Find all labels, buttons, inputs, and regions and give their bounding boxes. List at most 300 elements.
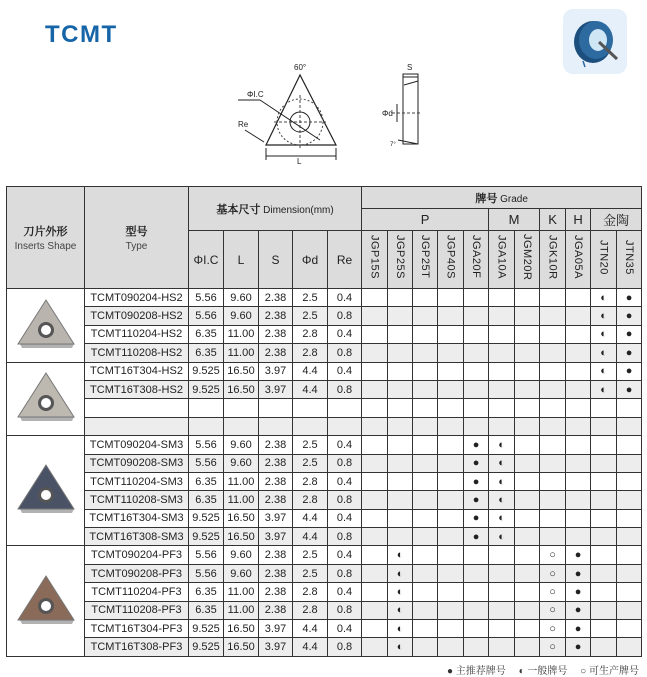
grade-mark-cell <box>362 307 388 325</box>
dim-cell-re: 0.4 <box>328 325 362 343</box>
grade-mark-cell <box>438 638 464 656</box>
grade-mark-cell <box>540 491 566 509</box>
ic-label: ΦI.C <box>247 90 264 99</box>
grade-mark-cell <box>438 307 464 325</box>
dim-cell-d <box>293 417 328 435</box>
type-cell: TCMT110208-HS2 <box>85 344 189 362</box>
dim-cell-s: 3.97 <box>259 509 293 527</box>
grade-mark-cell <box>388 399 413 417</box>
grade-mark-cell <box>438 454 464 472</box>
dim-cell-s: 2.38 <box>259 472 293 490</box>
grade-mark-cell: ◐ <box>591 362 617 380</box>
grade-mark-cell: ● <box>566 601 591 619</box>
grade-mark-cell <box>591 583 617 601</box>
grade-mark-cell <box>489 620 515 638</box>
dim-cell-d: 2.8 <box>293 491 328 509</box>
grade-mark-cell: ◐ <box>388 620 413 638</box>
grade-mark-cell <box>362 638 388 656</box>
grade-mark-cell <box>388 417 413 435</box>
table-row <box>7 362 642 380</box>
grade-mark-cell <box>566 454 591 472</box>
grade-mark-cell <box>438 417 464 435</box>
dim-cell-ic: 6.35 <box>189 491 224 509</box>
grade-mark-cell <box>540 528 566 546</box>
grade-mark-cell <box>591 638 617 656</box>
grade-mark-cell: ● <box>566 564 591 582</box>
grade-mark-cell <box>540 289 566 307</box>
dim-cell-l: 11.00 <box>224 491 259 509</box>
grade-mark-cell <box>617 620 642 638</box>
grade-mark-cell <box>591 417 617 435</box>
grade-mark-cell <box>413 546 438 564</box>
dim-cell-ic <box>189 417 224 435</box>
table-row <box>7 380 642 398</box>
type-cell: TCMT16T304-HS2 <box>85 362 189 380</box>
grade-mark-cell <box>617 638 642 656</box>
insert-shape-image <box>7 546 85 656</box>
dim-cell-re: 0.4 <box>328 546 362 564</box>
grade-group-2: K <box>540 209 566 231</box>
dim-col-header: Φd <box>293 231 328 289</box>
grade-mark-cell: ● <box>617 344 642 362</box>
grade-mark-cell <box>617 509 642 527</box>
grade-mark-cell <box>540 325 566 343</box>
grade-mark-cell <box>413 454 438 472</box>
dim-cell-ic: 6.35 <box>189 325 224 343</box>
grade-mark-cell <box>515 546 540 564</box>
grade-group-3: H <box>566 209 591 231</box>
grade-group-4: 金陶 <box>591 209 642 231</box>
dim-cell-re: 0.4 <box>328 620 362 638</box>
dim-cell-l <box>224 399 259 417</box>
grade-mark-cell <box>438 528 464 546</box>
grade-mark-cell <box>540 454 566 472</box>
grade-mark-cell <box>388 307 413 325</box>
grade-mark-cell: ● <box>464 528 489 546</box>
grade-mark-cell <box>388 380 413 398</box>
grade-mark-cell <box>617 472 642 490</box>
dim-cell-re: 0.8 <box>328 528 362 546</box>
grade-mark-cell <box>413 601 438 619</box>
grade-mark-cell <box>617 436 642 454</box>
grade-col-header: JTN20 <box>591 231 617 289</box>
dim-cell-ic: 5.56 <box>189 454 224 472</box>
grade-mark-cell <box>362 399 388 417</box>
type-cell <box>85 399 189 417</box>
re-label: Re <box>238 120 249 129</box>
grade-mark-cell: ○ <box>540 564 566 582</box>
type-cell: TCMT090204-SM3 <box>85 436 189 454</box>
grade-mark-cell <box>413 528 438 546</box>
grade-mark-cell <box>617 417 642 435</box>
grade-mark-cell <box>489 307 515 325</box>
dim-cell-ic: 9.525 <box>189 638 224 656</box>
dim-cell-re <box>328 399 362 417</box>
grade-mark-cell: ○ <box>540 620 566 638</box>
grade-mark-cell <box>413 638 438 656</box>
grade-mark-cell <box>566 528 591 546</box>
grade-mark-cell <box>362 509 388 527</box>
grade-mark-cell <box>438 436 464 454</box>
grade-mark-cell <box>515 638 540 656</box>
grade-mark-cell: ○ <box>540 601 566 619</box>
grade-mark-cell <box>362 546 388 564</box>
table-row <box>7 509 642 527</box>
dim-cell-ic: 6.35 <box>189 583 224 601</box>
grade-mark-cell <box>566 362 591 380</box>
grade-mark-cell <box>464 307 489 325</box>
dim-cell-d: 2.5 <box>293 307 328 325</box>
type-cell: TCMT16T304-SM3 <box>85 509 189 527</box>
grade-mark-cell: ● <box>464 509 489 527</box>
table-row <box>7 601 642 619</box>
grade-col-header: JGA05A <box>566 231 591 289</box>
dim-cell-l: 9.60 <box>224 546 259 564</box>
grade-mark-cell <box>464 399 489 417</box>
grade-mark-cell <box>515 436 540 454</box>
type-cell: TCMT090208-SM3 <box>85 454 189 472</box>
grade-col-header: JGA20F <box>464 231 489 289</box>
grade-mark-cell <box>438 583 464 601</box>
dim-cell-ic: 6.35 <box>189 344 224 362</box>
grade-mark-cell <box>540 509 566 527</box>
grade-mark-cell <box>413 509 438 527</box>
grade-mark-cell <box>464 546 489 564</box>
l-label: L <box>297 157 302 165</box>
grade-mark-cell: ● <box>566 620 591 638</box>
grade-mark-cell <box>489 325 515 343</box>
grade-mark-cell: ◐ <box>591 289 617 307</box>
grade-mark-cell <box>566 325 591 343</box>
s-label: S <box>407 63 413 72</box>
dim-cell-d: 2.5 <box>293 454 328 472</box>
grade-mark-cell <box>388 454 413 472</box>
dim-cell-l: 16.50 <box>224 509 259 527</box>
dim-cell-d: 2.8 <box>293 344 328 362</box>
insert-dimension-diagram <box>230 60 440 170</box>
grade-mark-cell <box>388 528 413 546</box>
grade-mark-cell <box>515 583 540 601</box>
grade-col-header: JGM20R <box>515 231 540 289</box>
dim-cell-s: 2.38 <box>259 491 293 509</box>
dim-col-header: L <box>224 231 259 289</box>
grade-mark-cell <box>617 528 642 546</box>
grade-mark-cell <box>617 399 642 417</box>
grade-mark-cell <box>438 399 464 417</box>
dim-cell-ic: 5.56 <box>189 289 224 307</box>
dim-cell-s: 3.97 <box>259 620 293 638</box>
page-title: TCMT <box>45 21 118 48</box>
grade-mark-cell <box>388 362 413 380</box>
dim-cell-l: 16.50 <box>224 528 259 546</box>
grade-group-0: P <box>362 209 489 231</box>
grade-mark-cell <box>464 362 489 380</box>
type-cell: TCMT110204-SM3 <box>85 472 189 490</box>
grade-mark-cell <box>362 344 388 362</box>
dim-cell-re: 0.8 <box>328 344 362 362</box>
grade-mark-cell <box>515 344 540 362</box>
table-row <box>7 454 642 472</box>
grade-mark-cell <box>591 399 617 417</box>
dim-col-header: ΦI.C <box>189 231 224 289</box>
grade-mark-cell <box>489 583 515 601</box>
grade-mark-cell <box>540 344 566 362</box>
dim-cell-re: 0.8 <box>328 601 362 619</box>
grade-mark-cell <box>464 417 489 435</box>
table-row <box>7 472 642 490</box>
grade-col-header: JGP15S <box>362 231 388 289</box>
grade-mark-cell <box>566 307 591 325</box>
dim-cell-d: 2.5 <box>293 546 328 564</box>
grade-mark-cell <box>540 417 566 435</box>
type-cell: TCMT110204-PF3 <box>85 583 189 601</box>
dim-cell-l: 9.60 <box>224 436 259 454</box>
type-cell <box>85 417 189 435</box>
grade-mark-cell <box>515 620 540 638</box>
grade-mark-cell <box>489 380 515 398</box>
grade-mark-cell: ○ <box>540 546 566 564</box>
dim-cell-s: 2.38 <box>259 307 293 325</box>
type-cell: TCMT090208-HS2 <box>85 307 189 325</box>
grade-mark-cell <box>438 601 464 619</box>
dim-cell-ic: 9.525 <box>189 509 224 527</box>
grade-mark-cell <box>413 307 438 325</box>
grade-mark-cell <box>362 289 388 307</box>
grade-mark-cell <box>617 601 642 619</box>
table-row <box>7 436 642 454</box>
grade-mark-cell: ● <box>566 638 591 656</box>
dim-cell-ic: 5.56 <box>189 564 224 582</box>
dim-cell-d: 2.8 <box>293 583 328 601</box>
dim-cell-s: 2.38 <box>259 583 293 601</box>
grade-mark-cell <box>464 564 489 582</box>
grade-mark-cell <box>540 307 566 325</box>
dim-cell-l: 16.50 <box>224 380 259 398</box>
legend-general: ◐ 一般牌号 <box>518 666 568 677</box>
dim-cell-s: 3.97 <box>259 528 293 546</box>
dim-cell-l: 9.60 <box>224 289 259 307</box>
grade-mark-cell <box>566 399 591 417</box>
grade-mark-cell: ◐ <box>489 528 515 546</box>
grade-mark-cell: ○ <box>540 583 566 601</box>
dim-cell-s: 2.38 <box>259 289 293 307</box>
dim-cell-s: 3.97 <box>259 362 293 380</box>
table-row <box>7 583 642 601</box>
type-cell: TCMT16T308-PF3 <box>85 638 189 656</box>
grade-mark-cell: ◐ <box>388 601 413 619</box>
grade-mark-cell <box>540 399 566 417</box>
grade-mark-cell <box>566 417 591 435</box>
dim-cell-ic: 9.525 <box>189 528 224 546</box>
grade-mark-cell <box>413 417 438 435</box>
grade-mark-cell <box>591 601 617 619</box>
dim-cell-ic: 6.35 <box>189 601 224 619</box>
grade-mark-cell: ◐ <box>489 436 515 454</box>
dim-cell-s: 2.38 <box>259 546 293 564</box>
dim-cell-d: 4.4 <box>293 509 328 527</box>
grade-mark-cell <box>515 307 540 325</box>
dim-cell-re: 0.8 <box>328 454 362 472</box>
grade-mark-cell <box>362 620 388 638</box>
grade-mark-cell: ● <box>617 307 642 325</box>
grade-mark-cell <box>515 325 540 343</box>
grade-mark-cell: ● <box>617 289 642 307</box>
grade-mark-cell <box>566 380 591 398</box>
dim-cell-d: 4.4 <box>293 638 328 656</box>
grade-mark-cell: ◐ <box>388 583 413 601</box>
dim-cell-s: 2.38 <box>259 344 293 362</box>
grade-mark-cell: ● <box>566 583 591 601</box>
grade-mark-cell <box>464 289 489 307</box>
dim-cell-re: 0.4 <box>328 436 362 454</box>
grade-mark-cell <box>388 436 413 454</box>
grade-mark-cell <box>515 380 540 398</box>
grade-mark-cell <box>362 325 388 343</box>
dim-cell-l: 9.60 <box>224 454 259 472</box>
dim-cell-l: 11.00 <box>224 472 259 490</box>
table-row <box>7 325 642 343</box>
grade-mark-cell <box>540 472 566 490</box>
dim-col-header: S <box>259 231 293 289</box>
grade-mark-cell <box>591 528 617 546</box>
grade-mark-cell: ● <box>464 491 489 509</box>
grade-col-header: JGP25S <box>388 231 413 289</box>
grade-col-header: JTN35 <box>617 231 642 289</box>
dim-cell-ic: 9.525 <box>189 620 224 638</box>
grade-mark-cell: ● <box>617 325 642 343</box>
grade-mark-cell <box>566 289 591 307</box>
grade-mark-cell <box>413 344 438 362</box>
grade-mark-cell <box>464 620 489 638</box>
table-row <box>7 638 642 656</box>
dim-cell-re: 0.4 <box>328 362 362 380</box>
table-row <box>7 307 642 325</box>
grade-mark-cell <box>413 620 438 638</box>
dim-cell-s <box>259 417 293 435</box>
grade-mark-cell: ◐ <box>591 325 617 343</box>
grade-mark-cell <box>566 472 591 490</box>
grade-mark-cell <box>591 436 617 454</box>
grade-mark-cell <box>617 546 642 564</box>
grade-mark-cell <box>438 546 464 564</box>
grade-mark-cell <box>362 528 388 546</box>
grade-mark-cell <box>362 417 388 435</box>
grade-mark-cell <box>438 362 464 380</box>
dim-cell-l: 11.00 <box>224 601 259 619</box>
shape-header: 刀片外形 Inserts Shape <box>7 187 85 289</box>
type-cell: TCMT110204-HS2 <box>85 325 189 343</box>
legend-available: ○ 可生产牌号 <box>580 666 639 677</box>
type-cell: TCMT16T308-SM3 <box>85 528 189 546</box>
dim-cell-re: 0.8 <box>328 564 362 582</box>
grade-legend <box>437 662 639 677</box>
dim-cell-re: 0.4 <box>328 472 362 490</box>
grade-mark-cell: ◐ <box>591 344 617 362</box>
grade-mark-cell: ◐ <box>591 380 617 398</box>
grade-mark-cell: ◐ <box>489 509 515 527</box>
type-cell: TCMT110208-SM3 <box>85 491 189 509</box>
grade-mark-cell: ● <box>566 546 591 564</box>
grade-mark-cell <box>464 380 489 398</box>
dim-cell-ic: 9.525 <box>189 380 224 398</box>
grade-mark-cell: ◐ <box>388 638 413 656</box>
dim-cell-ic <box>189 399 224 417</box>
grade-mark-cell <box>540 380 566 398</box>
grade-mark-cell: ● <box>464 454 489 472</box>
grade-mark-cell <box>413 491 438 509</box>
grade-mark-cell <box>413 564 438 582</box>
grade-mark-cell <box>617 454 642 472</box>
dim-cell-re <box>328 417 362 435</box>
grade-mark-cell <box>566 509 591 527</box>
grade-mark-cell <box>438 472 464 490</box>
grade-mark-cell <box>591 564 617 582</box>
grade-mark-cell <box>413 289 438 307</box>
insert-shape-image <box>7 362 85 436</box>
grade-mark-cell <box>413 399 438 417</box>
grade-mark-cell <box>515 601 540 619</box>
grade-mark-cell <box>438 509 464 527</box>
type-cell: TCMT090204-HS2 <box>85 289 189 307</box>
grade-col-header: JGK10R <box>540 231 566 289</box>
dim-cell-re: 0.4 <box>328 583 362 601</box>
grade-mark-cell <box>515 454 540 472</box>
grade-mark-cell <box>489 399 515 417</box>
dim-cell-s: 2.38 <box>259 436 293 454</box>
grade-mark-cell <box>540 362 566 380</box>
dim-cell-l: 11.00 <box>224 583 259 601</box>
dim-cell-d <box>293 399 328 417</box>
grade-mark-cell <box>438 325 464 343</box>
grade-mark-cell <box>388 344 413 362</box>
dim-cell-s: 3.97 <box>259 638 293 656</box>
grade-header: 牌号 Grade <box>362 187 642 209</box>
dim-cell-ic: 9.525 <box>189 362 224 380</box>
grade-mark-cell <box>515 528 540 546</box>
grade-mark-cell <box>515 491 540 509</box>
grade-mark-cell <box>438 289 464 307</box>
dim-cell-d: 4.4 <box>293 620 328 638</box>
grade-mark-cell <box>515 564 540 582</box>
type-header: 型号 Type <box>85 187 189 289</box>
grade-mark-cell: ○ <box>540 638 566 656</box>
grade-mark-cell <box>362 362 388 380</box>
grade-group-1: M <box>489 209 540 231</box>
dim-cell-s: 2.38 <box>259 564 293 582</box>
grade-mark-cell <box>591 454 617 472</box>
grade-mark-cell: ● <box>617 380 642 398</box>
table-row <box>7 289 642 307</box>
dim-cell-l: 16.50 <box>224 620 259 638</box>
grade-mark-cell: ● <box>464 472 489 490</box>
type-cell: TCMT090204-PF3 <box>85 546 189 564</box>
dim-cell-ic: 5.56 <box>189 436 224 454</box>
grade-mark-cell <box>362 380 388 398</box>
grade-mark-cell: ◐ <box>489 472 515 490</box>
dim-cell-l: 16.50 <box>224 638 259 656</box>
grade-mark-cell <box>438 380 464 398</box>
grade-mark-cell <box>413 583 438 601</box>
type-cell: TCMT16T304-PF3 <box>85 620 189 638</box>
dim-cell-s: 2.38 <box>259 601 293 619</box>
internal-turning-icon <box>563 9 627 74</box>
insert-spec-table <box>6 186 642 657</box>
grade-mark-cell <box>566 344 591 362</box>
table-row <box>7 528 642 546</box>
grade-mark-cell <box>515 289 540 307</box>
grade-mark-cell <box>464 325 489 343</box>
grade-mark-cell <box>566 491 591 509</box>
